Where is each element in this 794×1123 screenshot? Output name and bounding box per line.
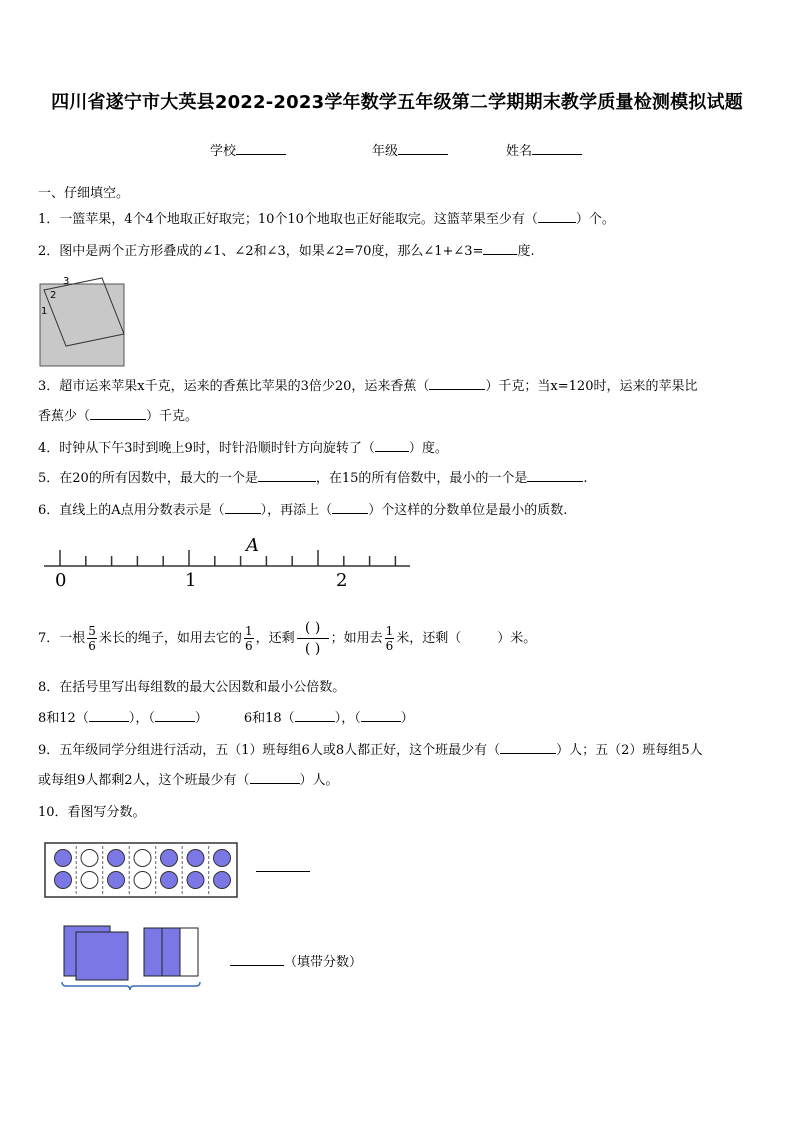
tick-label-1: 1 xyxy=(185,570,197,591)
question-5-end: . xyxy=(583,471,588,486)
shaded-circle xyxy=(214,850,231,867)
angle-label-2: 2 xyxy=(50,290,57,301)
answer-blank[interactable] xyxy=(295,709,335,722)
shaded-circle xyxy=(108,850,125,867)
question-3-line1 xyxy=(38,375,697,394)
question-7-end: ）米。 xyxy=(497,631,537,646)
answer-blank[interactable] xyxy=(225,501,261,514)
shaded-strip xyxy=(162,928,180,976)
question-4 xyxy=(38,437,448,456)
question-5-text2: ，在15的所有倍数中，最小的一个是 xyxy=(315,471,528,486)
question-5 xyxy=(38,467,588,486)
overlapping-squares-figure xyxy=(38,272,128,368)
question-8-answers xyxy=(38,707,414,726)
fraction xyxy=(87,624,97,653)
question-9-end: ）人。 xyxy=(299,773,339,788)
section-heading: 一、仔细填空。 xyxy=(38,186,130,201)
name-field xyxy=(506,140,582,159)
name-label: 姓名 xyxy=(506,144,533,159)
question-8-text5: ），（ xyxy=(334,711,361,726)
circles-figure xyxy=(44,842,240,900)
answer-blank[interactable] xyxy=(258,469,316,482)
question-6-text: 6．直线上的A点用分数表示是（ xyxy=(38,503,225,518)
question-1 xyxy=(38,208,615,227)
fraction xyxy=(385,624,395,653)
shaded-circle xyxy=(55,850,72,867)
fraction-denominator: 6 xyxy=(244,639,253,653)
point-a-label: A xyxy=(246,535,259,556)
question-8: 8．在括号里写出每组数的最大公因数和最小公倍数。 xyxy=(38,680,346,695)
name-blank[interactable] xyxy=(532,142,582,155)
question-5-text: 5．在20的所有因数中，最大的一个是 xyxy=(38,471,258,486)
question-8-text2: ），（ xyxy=(128,711,155,726)
shaded-square-front xyxy=(76,932,128,980)
answer-blank[interactable] xyxy=(375,439,409,452)
question-1-text: 1．一篮苹果，4个4个地取正好取完；10个10个地取也正好能取完。这篮苹果至少有（ xyxy=(38,212,538,227)
answer-blank[interactable] xyxy=(332,501,368,514)
tick-label-0: 0 xyxy=(55,570,67,591)
question-9-text: 9．五年级同学分组进行活动，五（1）班每组6人或8人都正好，这个班最少有（ xyxy=(38,743,501,758)
question-7-text: 7．一根 xyxy=(38,631,86,646)
shaded-circle xyxy=(187,872,204,889)
question-7-text5: 米，还剩（ xyxy=(396,631,462,646)
question-8-end: ） xyxy=(400,711,414,726)
grade-blank[interactable] xyxy=(398,142,448,155)
school-field xyxy=(210,140,286,159)
shaded-strip xyxy=(144,928,162,976)
answer-fraction[interactable] xyxy=(297,618,329,659)
brace-icon xyxy=(62,982,200,990)
mixed-number-note: （填带分数） xyxy=(284,955,363,970)
question-3-text2: ）千克；当x=120时，运来的苹果比 xyxy=(485,379,698,394)
question-8-text4: 6和18（ xyxy=(243,711,295,726)
question-3-end: ）千克。 xyxy=(146,409,199,424)
grade-label: 年级 xyxy=(372,144,399,159)
question-7-text2: 米长的绳子，如用去它的 xyxy=(98,631,242,646)
shaded-circle xyxy=(187,850,204,867)
question-2-end: 度. xyxy=(517,244,535,259)
number-line xyxy=(44,534,414,594)
fraction-numerator: 1 xyxy=(244,624,253,638)
question-2-text: 2．图中是两个正方形叠成的∠1、∠2和∠3，如果∠2=70度，那么∠1+∠3= xyxy=(38,244,484,259)
number-line-ticks xyxy=(60,550,395,566)
answer-blank[interactable] xyxy=(361,709,401,722)
question-8-text: 8和12（ xyxy=(38,711,89,726)
question-2 xyxy=(38,240,535,259)
answer-blank[interactable] xyxy=(500,741,556,754)
empty-circle xyxy=(81,872,98,889)
question-9-line1 xyxy=(38,739,703,758)
answer-blank[interactable] xyxy=(527,469,583,482)
shaded-circle xyxy=(214,872,231,889)
question-6-text3: ）个这样的分数单位是最小的质数. xyxy=(368,503,568,518)
empty-circle xyxy=(134,872,151,889)
answer-blank[interactable] xyxy=(483,242,517,255)
fraction-numerator: ( ) xyxy=(297,618,329,639)
answer-blank[interactable] xyxy=(538,210,576,223)
tick-label-2: 2 xyxy=(336,570,348,591)
fraction-denominator: ( ) xyxy=(304,641,321,657)
grade-field xyxy=(372,140,448,159)
question-9-line2 xyxy=(38,769,339,788)
answer-blank[interactable] xyxy=(90,407,146,420)
empty-circle xyxy=(134,850,151,867)
question-6 xyxy=(38,499,567,518)
fraction-numerator: 5 xyxy=(88,624,96,638)
question-4-end: ）度。 xyxy=(408,441,448,456)
answer-blank[interactable] xyxy=(256,871,310,872)
question-7-text4: ；如用去 xyxy=(330,631,383,646)
answer-blank[interactable] xyxy=(155,709,195,722)
school-label: 学校 xyxy=(210,144,237,159)
question-9-text3: 或每组9人都剩2人，这个班最少有（ xyxy=(38,773,250,788)
question-7-text3: ，还剩 xyxy=(255,631,295,646)
school-blank[interactable] xyxy=(236,142,286,155)
shaded-circle xyxy=(108,872,125,889)
page-title: 四川省遂宁市大英县2022-2023学年数学五年级第二学期期末教学质量检测模拟试题 xyxy=(51,92,743,113)
question-7 xyxy=(38,618,536,659)
question-10: 10．看图写分数。 xyxy=(38,805,146,820)
question-1-end: ）个。 xyxy=(575,212,615,227)
fraction-denominator: 6 xyxy=(385,639,394,653)
question-3-line2 xyxy=(38,405,198,424)
shaded-circle xyxy=(161,850,178,867)
fraction xyxy=(244,624,254,653)
answer-blank[interactable] xyxy=(429,377,485,390)
fraction-numerator: 1 xyxy=(385,624,394,638)
shaded-circle xyxy=(55,872,72,889)
fraction-denominator: 6 xyxy=(88,639,96,653)
question-9-text2: ）人；五（2）班每组5人 xyxy=(556,743,703,758)
question-10-answer-2 xyxy=(230,951,362,970)
angle-label-3: 3 xyxy=(63,276,70,287)
question-4-text: 4．时钟从下午3时到晚上9时，时针沿顺时针方向旋转了（ xyxy=(38,441,375,456)
shaded-circle xyxy=(161,872,178,889)
answer-blank[interactable] xyxy=(89,709,129,722)
question-3-text: 3．超市运来苹果x千克，运来的香蕉比苹果的3倍少20，运来香蕉（ xyxy=(38,379,430,394)
answer-blank[interactable] xyxy=(250,771,300,784)
answer-blank[interactable] xyxy=(230,953,284,966)
empty-circle xyxy=(81,850,98,867)
question-6-text2: ），再添上（ xyxy=(260,503,333,518)
question-3-text3: 香蕉少（ xyxy=(38,409,91,424)
question-8-text3: ） xyxy=(194,711,208,726)
squares-figure xyxy=(56,922,206,992)
angle-label-1: 1 xyxy=(41,306,48,317)
